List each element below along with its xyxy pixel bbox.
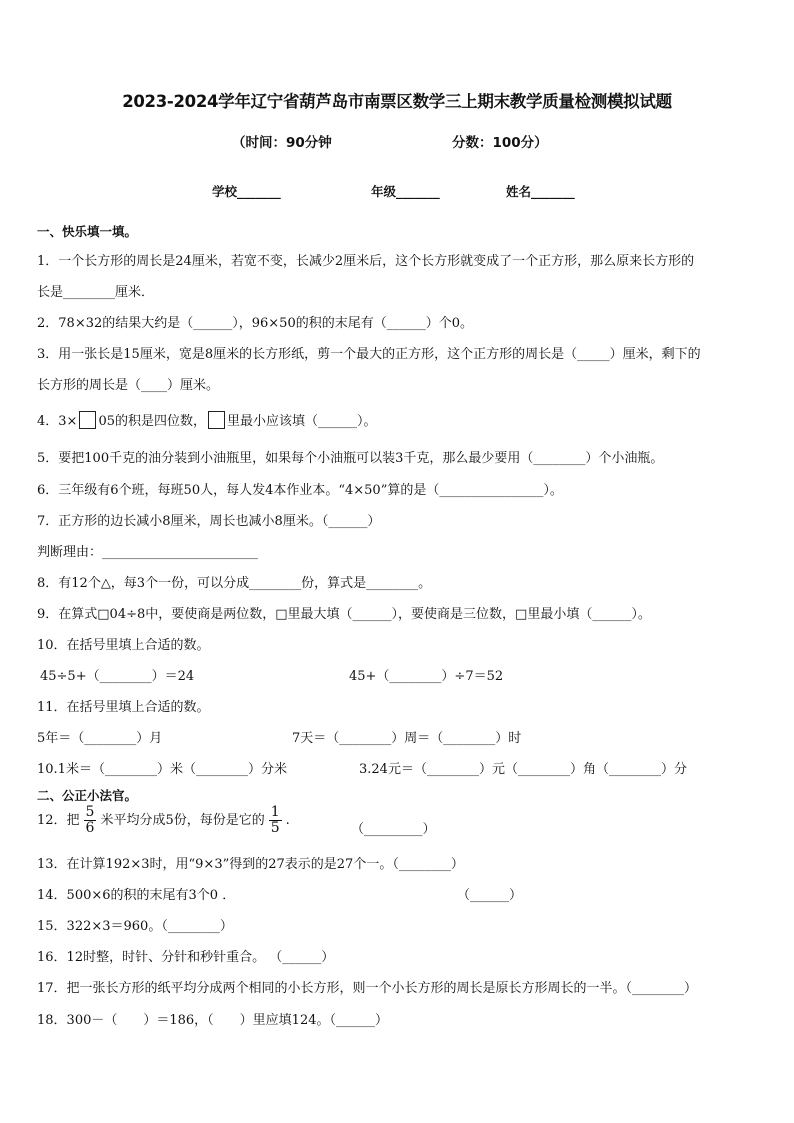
fraction-five-sixths: $\frac{5}{6}$ [85,804,95,836]
question-8: 8．有12个△，每3个一份，可以分成________份，算式是________。 [37,576,432,591]
question-13: 13．在计算192×3时，用“9×3”得到的27表示的是27个一。（________） [37,857,464,872]
question-10: 10．在括号里填上合适的数。 [37,638,210,653]
section-heading-true-false: 二、公正小法官。 [37,788,138,803]
question-12 [37,805,290,836]
time-limit: （时间：90分钟 [232,135,332,151]
school-field[interactable]: 学校_______ [212,184,281,199]
digit-box [208,411,225,429]
question-10-item-b: 45+（________）÷7＝52 [349,669,504,684]
grade-field[interactable]: 年级_______ [371,184,440,199]
question-12-answer-blank: （_________） [351,822,436,837]
question-11-item-b: 7天＝（________）周＝（________）时 [292,731,522,746]
question-11-item-d: 3.24元＝（________）元（________）角（________）分 [359,762,687,777]
question-3-line-2: 长方形的周长是（____）厘米。 [37,378,220,393]
question-18: 18．300－（ ）＝186，（ ）里应填124。（______） [37,1013,388,1028]
question-15: 15．322×3＝960。（________） [37,919,233,934]
question-4-suffix: 里最小应该填（______）。 [226,414,377,429]
question-6: 6．三年级有6个班，每班50人，每人发4本作业本。“4×50”算的是（________________）。 [37,483,563,498]
total-score: 分数：100分） [452,135,548,151]
question-12-suffix: . [285,813,290,828]
question-12-middle: 米平均分成5份，每份是它的 [100,813,265,828]
question-14-answer-blank: （______） [457,888,523,903]
question-12-prefix: 12．把 [37,813,80,828]
question-17: 17．把一张长方形的纸平均分成两个相同的小长方形，则一个小长方形的周长是原长方形周长的一半。（________） [37,981,698,996]
question-7-reason: 判断理由：________________________ [37,545,259,560]
question-11-item-c: 10.1米＝（________）米（________）分米 [37,762,287,777]
question-4-middle: 05的积是四位数， [98,414,206,429]
section-heading-fill-in: 一、快乐填一填。 [37,224,138,239]
question-4-prefix: 4．3× [37,414,78,429]
digit-box [79,411,96,429]
question-11: 11．在括号里填上合适的数。 [37,700,210,715]
question-14: 14．500×6的积的末尾有3个0 ． [37,888,236,903]
question-5: 5．要把100千克的油分装到小油瓶里，如果每个小油瓶可以装3千克，那么最少要用（________）个小油瓶。 [37,451,664,466]
question-16: 16．12时整，时针、分针和秒针重合。 （______） [37,950,335,965]
question-7: 7．正方形的边长减小8厘米，周长也减小8厘米。（______） [37,514,381,529]
question-1-line-2: 长是________厘米． [37,285,155,300]
exam-title: 2023-2024学年辽宁省葫芦岛市南票区数学三上期末教学质量检测模拟试题 [122,92,672,111]
question-3-line-1: 3．用一张长是15厘米，宽是8厘米的长方形纸，剪一个最大的正方形，这个正方形的周长是（_____）厘米，剩下的 [37,347,701,362]
question-11-item-a: 5年＝（________）月 [37,731,163,746]
question-4 [37,410,377,429]
question-1-line-1: 1．一个长方形的周长是24厘米，若宽不变，长减少2厘米后，这个长方形就变成了一个正方形，那么原来长方形的 [37,254,695,269]
name-field[interactable]: 姓名_______ [506,184,575,199]
fraction-one-fifth: $\frac{1}{5}$ [270,804,280,836]
question-2: 2．78×32的结果大约是（______），96×50的积的末尾有（______）个0。 [37,316,473,331]
question-10-item-a: 45÷5+（________）＝24 [40,669,195,684]
question-9: 9．在算式□04÷8中，要使商是两位数，□里最大填（______），要使商是三位数，□里最小填（______）。 [37,607,651,622]
